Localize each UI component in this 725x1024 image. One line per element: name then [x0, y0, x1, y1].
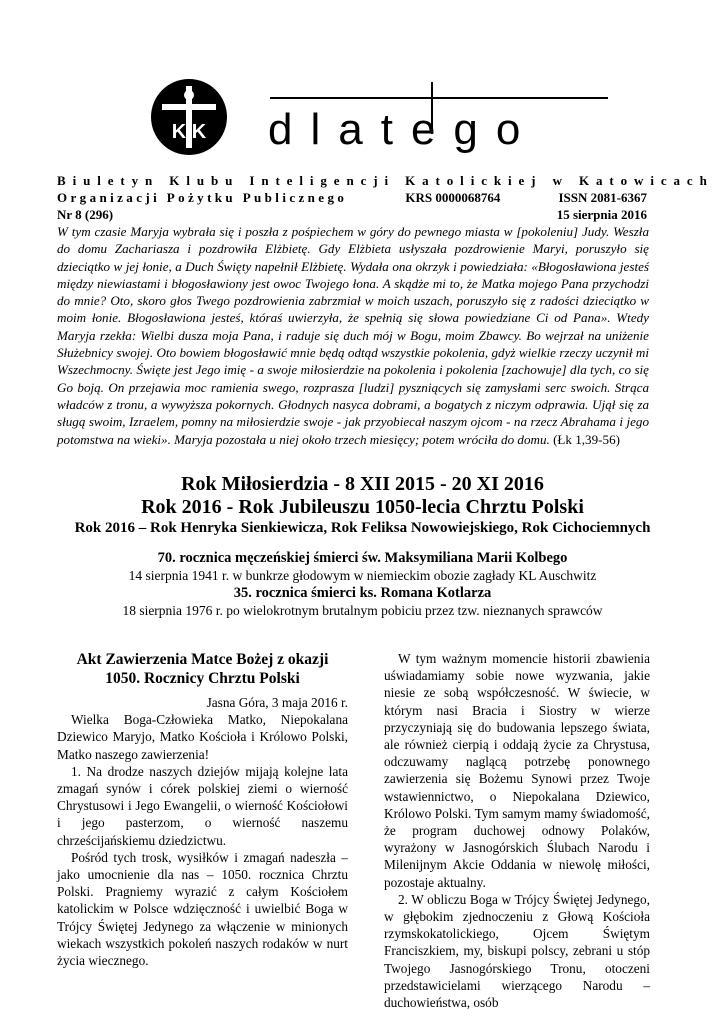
headline-year-mercy: Rok Miłosierdzia - 8 XII 2015 - 20 XI 2016 [181, 473, 544, 495]
krs-number: KRS 0000068764 [405, 190, 501, 205]
masthead-rule [270, 97, 608, 99]
kolbe-anniversary-detail: 14 sierpnia 1941 r. w bunkrze głodowym w niemieckim obozie zagłady KL Auschwitz [128, 568, 597, 583]
org-status: Organizacji Pożytku Publicznego [57, 190, 348, 205]
article-paragraph: W tym ważnym momencie historii zbawienia uświadamiamy sobie nowe wyzwania, jakie niesie ze sobą współczesność. W świecie, w którym nasi Bracia i Siostry w wierze przyczyniają się do budowania lepszego świata, ale również cierpią i oddają życie za Chrystusa, odczuwamy naglącą potrzebę ponownego zawierzenia się Bożemu Synowi przez Twoje wstawiennictwo, o Niepokalana Dziewico, Królowo Polski. Tym samym mamy świadomość, że program duchowej odnowy Polaków, wyrażony w Jasnogórskich Ślubach Narodu i Milenijnym Akcie Oddania w niewolę miłości, pozostaje aktualny. [384, 651, 650, 890]
article-paragraph: Wielka Boga-Człowieka Matko, Niepokalana Dziewico Maryjo, Matko Kościoła i Królowo Polski, Matko naszego zawierzenia! [57, 712, 348, 762]
quote-reference: (Łk 1,39-56) [553, 431, 620, 447]
article-column-right [384, 650, 650, 1011]
article-title-line-1: Akt Zawierzenia Matce Bożej z okazji [76, 651, 329, 668]
article-paragraph: 1. Na drodze naszych dziejów mijają kolejne lata zmagań synów i córek polskiej ziemi o wierność Chrystusowi i Jego Ewangelii, o wierność Kościołowi i jego pasterzom, o wierność naszemu chrześcijańskiemu dziedzictwu. [57, 763, 348, 848]
kotlarz-anniversary-detail: 18 sierpnia 1976 r. po wielokrotnym brutalnym pobiciu przez tzw. nieznanych sprawców [122, 603, 603, 618]
headline-year-patrons: Rok 2016 – Rok Henryka Sienkiewicza, Rok Feliksa Nowowiejskiego, Rok Cichociemnych [74, 520, 651, 536]
issue-number: Nr 8 (296) [57, 207, 114, 222]
article-title [57, 650, 348, 688]
quote-text: W tym czasie Maryja wybrała się i poszła z pośpiechem w góry do pewnego miasta w [pokoleniu] Judy. Weszła do domu Zachariasza i pozdrowiła Elżbietę. Gdy Elżbieta usłyszała pozdrowienie Maryi, poruszyło się dzieciątko w jej łonie, a Duch Święty napełnił Elżbietę. Wydała ona okrzyk i powiedziała: «Błogosławiona jesteś między niewiastami i błogosławiony jest owoc Twojego łona. A skądże mi to, że Matka mojego Pana przychodzi do mnie? Oto, skoro głos Twego pozdrowienia zabrzmiał w moich uszach, poruszyło się z radości dzieciątko w moim łonie. Błogosławiona jesteś, któraś uwierzyła, że spełnią się słowa powiedziane Ci od Pana». Wtedy Maryja rzekła: Wielbi dusza moja Pana, i raduje się duch mój w Bogu, moim Zbawcy. Bo wejrzał na uniżenie Służebnicy swojej. Oto bowiem błogosławić mnie będą odtąd wszystkie pokolenia, gdyż wielkie rzeczy uczynił mi Wszechmocny. Święte jest Jego imię - a swoje miłosierdzie na pokolenia i pokolenia [zachowuje] dla tych, co się Go boją. On przejawia moc ramienia swego, rozprasza [ludzi] pyszniących się zamysłami serc swoich. Strąca władców z tronu, a wywyższa pokornych. Głodnych nasyca dobrami, a bogatych z niczym odprawia. Ujął się za sługą swoim, Izraelem, pomny na miłosierdzie swoje - jak przyobiecał naszym ojcom - na rzecz Abrahama i jego potomstwa na wieki». Maryja pozostała u niej około trzech miesięcy; potem wróciła do domu. [57, 224, 649, 447]
logo-text: KIK [171, 121, 207, 143]
issue-date: 15 sierpnia 2016 [556, 207, 647, 222]
scripture-quote [57, 223, 649, 448]
kolbe-anniversary-title: 70. rocznica męczeńskiej śmierci św. Maksymiliana Marii Kolbego [157, 550, 568, 566]
article-paragraph: Pośród tych trosk, wysiłków i zmagań nadeszła – jako umocnienie dla nas – 1050. rocznica Chrztu Polski. Pragniemy wyrazić z całym Kościołem katolickim w Polsce wdzięczność i uwielbić Boga w Trójcy Świętej Jedynego za włączenie w minionych wiekach wszystkich pokoleń naszych rodaków w nurt życia wiecznego. [57, 849, 348, 969]
article-dateline: Jasna Góra, 3 maja 2016 r. [206, 695, 348, 710]
org-legal-line [57, 190, 647, 206]
article-column-left [57, 650, 348, 969]
org-description [57, 173, 714, 189]
article-title-line-2: 1050. Rocznicy Chrztu Polski [105, 670, 300, 687]
issn-number: ISSN 2081-6367 [558, 190, 647, 205]
kotlarz-anniversary-title: 35. rocznica śmierci ks. Romana Kotlarza [233, 585, 492, 601]
article-paragraph: 2. W obliczu Boga w Trójcy Świętej Jedynego, w głębokim zjednoczeniu z Głową Kościoła rzymskokatolickiego, Ojcem Świętym Franciszkiem, my, biskupi polscy, zebrani u stóp Twojego Jasnogórskiego Tronu, otoczeni przedstawicielami wierzącego Narodu – duchowieństwa, osób [384, 891, 650, 1011]
issue-line [57, 207, 647, 223]
org-line-1: Biuletyn Klubu Inteligencji Katolickiej w Katowicach [57, 173, 714, 188]
headline-year-jubilee: Rok 2016 - Rok Jubileuszu 1050-lecia Chrztu Polski [141, 496, 584, 518]
kik-logo [150, 78, 228, 156]
newsletter-title: dlatego [268, 105, 539, 154]
